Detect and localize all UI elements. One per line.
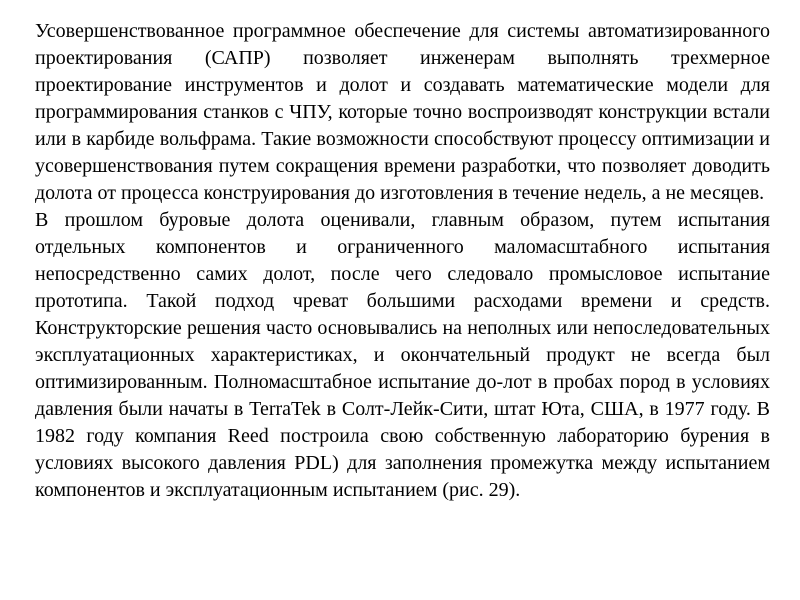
paragraph-cad-software: Усовершенствованное программное обеспечение для системы автоматизированного проектирования (САПР) позволяет инженерам выполнять трехмерное проектирование инструментов и долот и создавать математические модели для программирования станков с ЧПУ, которые точно воспроизводят конструкции встали или в карбиде вольфрама. Такие возможности способствуют процессу оптимизации и усовершенствования путем сокращения времени разработки, что позволяет доводить долота от процесса конструирования до изготовления в течение недель, а не месяцев. [35,20,770,204]
paragraph-bit-testing-history: В прошлом буровые долота оценивали, главным образом, путем испытания отдельных компонентов и ограниченного маломасштабного испытания непосредственно самих долот, после чего следовало промысловое испытание прототипа. Такой подход чреват большими расходами времени и средств. Конструкторские решения часто основывались на неполных или непоследовательных эксплуатационных характеристиках, и окончательный продукт не всегда был оптимизированным. Полномасштабное испытание до-лот в пробах пород в условиях давления были начаты в TerraTek в Солт-Лейк-Сити, штат Юта, США, в 1977 году. В 1982 году компания Reed построила свою собственную лабораторию бурения в условиях высокого давления PDL) для заполнения промежутка между испытанием компонентов и эксплуатационным испытанием (рис. 29). [35,209,770,501]
document-page [35,18,770,588]
